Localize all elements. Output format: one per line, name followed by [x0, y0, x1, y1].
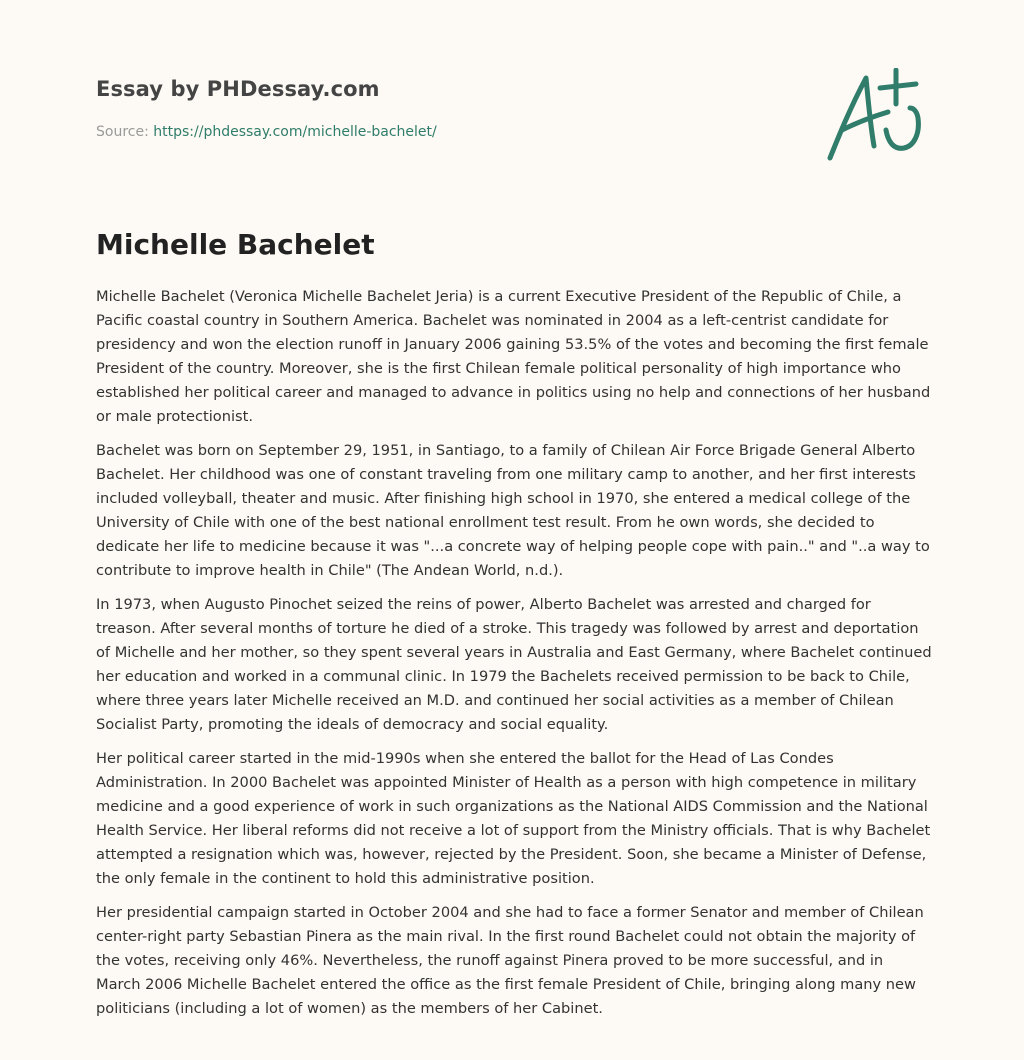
- source-link[interactable]: https://phdessay.com/michelle-bachelet/: [153, 124, 437, 140]
- site-brand: Essay by PHDessay.com: [96, 77, 380, 101]
- a-plus-grade-icon: [822, 68, 928, 164]
- essay-title: Michelle Bachelet: [96, 228, 375, 261]
- paragraph: Bachelet was born on September 29, 1951, in Santiago, to a family of Chilean Air Force Brigade General Alberto Bachelet. Her childhood was one of constant traveling from one military camp to another, and her first interests included volleyball, theater and music. After finishing high school in 1970, she entered a medical college of the University of Chile with one of the best national enrollment test result. From he own words, she decided to dedicate her life to medicine because it was "...a concrete way of helping people cope with pain.." and "..a way to contribute to improve health in Chile" (The Andean World, n.d.).: [96, 442, 930, 579]
- essay-body: [96, 285, 932, 1031]
- paragraph: Her presidential campaign started in October 2004 and she had to face a former Senator and member of Chilean center-right party Sebastian Pinera as the main rival. In the first round Bachelet could not obtain the majority of the votes, receiving only 46%. Nevertheless, the runoff against Pinera proved to be more successful, and in March 2006 Michelle Bachelet entered the office as the first female President of Chile, bringing along many new politicians (including a lot of women) as the members of her Cabinet.: [96, 904, 924, 1017]
- source-label: Source:: [96, 124, 149, 140]
- paragraph: In 1973, when Augusto Pinochet seized the reins of power, Alberto Bachelet was arrested and charged for treason. After several months of torture he died of a stroke. This tragedy was followed by arrest and deportation of Michelle and her mother, so they spent several years in Australia and East Germany, where Bachelet continued her education and worked in a communal clinic. In 1979 the Bachelets received permission to be back to Chile, where three years later Michelle received an M.D. and continued her social activities as a member of Chilean Socialist Party, promoting the ideals of democracy and social equality.: [96, 596, 932, 733]
- paragraph: Michelle Bachelet (Veronica Michelle Bachelet Jeria) is a current Executive President of the Republic of Chile, a Pacific coastal country in Southern America. Bachelet was nominated in 2004 as a left-centrist candidate for presidency and won the election runoff in January 2006 gaining 53.5% of the votes and becoming the first female President of the country. Moreover, she is the first Chilean female political personality of high importance who established her political career and managed to advance in politics using no help and connections of her husband or male protectionist.: [96, 288, 931, 425]
- source-line: [96, 124, 437, 140]
- paragraph: Her political career started in the mid-1990s when she entered the ballot for the Head of Las Condes Administration. In 2000 Bachelet was appointed Minister of Health as a person with high competence in military medicine and a good experience of work in such organizations as the National AIDS Commission and the National Health Service. Her liberal reforms did not receive a lot of support from the Ministry officials. That is why Bachelet attempted a resignation which was, however, rejected by the President. Soon, she became a Minister of Defense, the only female in the continent to hold this administrative position.: [96, 750, 931, 887]
